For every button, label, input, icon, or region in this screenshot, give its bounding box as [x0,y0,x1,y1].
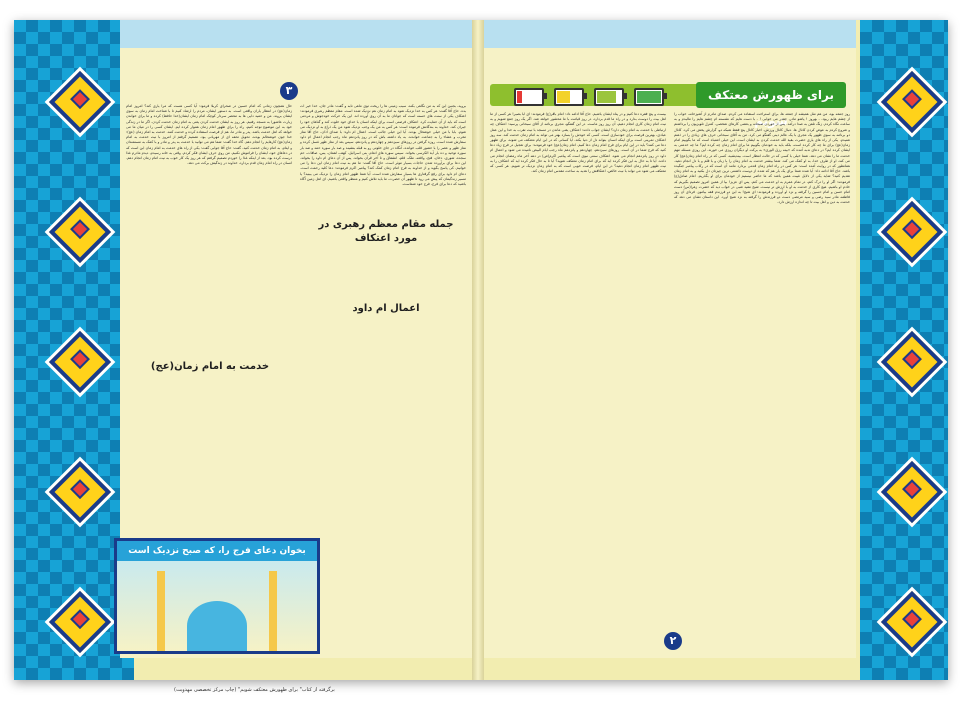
page-number-left: ۳ [280,82,298,100]
star-tile-icon [49,461,111,523]
source-footnote: برگرفته از کتاب" برای ظهورش معتکف شویم" (چاپ مرکز تخصصی مهدویت) [174,687,335,693]
magazine-spread [14,20,948,693]
mosque-dome-icon [187,601,247,651]
page-title: برای ظهورش معتکف شویم [696,82,846,108]
section-heading-umm-dawud: اعمال ام داود [316,302,456,316]
star-tile-icon [881,71,943,133]
left-top-band [120,20,472,50]
right-middle-column: بیست و پنج فقره دعا کنیم و در پناه ایشان باشیم. حاج آقا ادامه داد: امام باقر(ع) فرمودند: ای ابا بصیر! هر کسی از ما اهل بیت را دوست بدارد و در راه ما قدم بردارد، در روز قیامت با ما محشور خواهد شد. اگر یک روز جمع شویم و به نیت امام زمان کاری انجام دهیم، آن روز روز ماست. در این گفتگو، مجری برنامه از آقای سبحانی پرسید: اعتکاف چه ارتباطی با خدمت به امام زمان دارد؟ ایشان جواب دادند: اعتکاف یعنی ماندن در مسجد با نیت تقرب به خدا و این عمل عبادی، بهترین فرصت برای خودسازی است. کسی که خودش را بسازد بهتر می تواند به امام زمان خدمت کند. سه روز اعتکاف تمرینی است برای اینکه انسان بتواند دل از دنیا بکند. آیا کسانی که در این ایام معتکف می شوند، برای ظهور دعا می کنند؟ باید در این ایام برای فرج امام زمان دعا کنیم. امام زمان(عج) خود فرمودند: برای تعجیل در فرج زیاد دعا کنید که فرج شما در آن است. روزهای سیزدهم، چهاردهم و پانزدهم ماه رجب ایام البیض نامیده می شود و اعمال ام داود در روز پانزدهم انجام می شود. اعتکاف سنتی نبوی است که پیامبر اکرم(ص) در دهه آخر ماه رمضان انجام می دادند. آیا تا به حال به این فکر کرده اید که برای امام زمان معتکف شوید؟ آیا تا به حال فکر کرده اید که اعتکاف را به نیت ظهور امام زمان انجام دهید؟ در این ایام، فرصت خوبی است که به امام زمان نزدیک تر شویم. هر کسی که معتکف می شود می تواند با نیت خالص، اعتکافش را هدیه به ساحت مقدس امام زمان کند. [490,112,666,174]
star-tile-icon [49,331,111,393]
minaret-icon [269,571,277,651]
battery-icon [554,88,584,106]
left-middle-column: بروید، بجنین این که به من نگاهی بکند، سیب زمینی ها را ریخت توی ماهی تابه و گفت: مادر جان، خدا خیر ات بده. حاج آقا گفت: هر کس به خدا نزدیک شود به امام زمان هم نزدیک شده است. مقام معظم رهبری فرمودند: اعتکاف یکی از سنت های حسنه است که جوانان ما به آن روی آورده اند. این یک حرکت خودجوش و مردمی است که باید از آن حمایت کرد. اعتکاف فرصتی است برای اینکه انسان با خدای خود خلوت کند و گناهان خود را جبران کند. خداوند به بندگانش فرموده است: هر کس به من یک وجب نزدیک شود من یک ذراع به او نزدیک می شوم. بابا با من خیلی خوشحال بودند. آیا این خیلی جالب است. اعمال ام داود: با صدای آذان، حاج آقا نماز مغرب و عشاء را به جماعت خواندند. به یاد داشته باش که در روز پانزدهم ماه رجب انجام اعمال ام داود سفارش شده است. روزه گرفتن در روزهای سیزدهم و چهاردهم و پانزدهم، سپس بعد از نماز ظهر غسل کرده و نماز ظهر و عصر را با حضور قلب خوانده، آنگاه در جای خلوتی رو به قبله بنشیند و صد بار سوره حمد و صد بار سوره توحید و ده بار آیة الکرسی بخواند. سپس سوره های انعام، بنی اسرائیل، کهف، لقمان، یس، صافات، حم سجده، شوری، دخان، فتح، واقعه، ملک، قلم، انشقاق و تا آخر قرآن بخواند. پس از آن دعای ام داود را بخواند. این دعا برای برآورده شدن حاجات بسیار موثر است. حاج آقا گفت: ما هم به نیت امام زمان این دعا را می خوانیم. کی پاسخ بگوید و از خداوند به فرج امام زمان کمک کند؟ پیامبر اکرم فرمودند: دعا کلید رحمت است. دعای ام داود برای رفع گرفتاری ها بسیار سفارش شده است. آیا شما ظهور امام زمان را نزدیک می بینید؟ یا مسیر زندگیمان که پیش می رود تا ظهور آن حضرت، ما باید تلاش کنیم و منتظر واقعی باشیم. ای اهل زمین آگاه باشید که دعا برای فرج، فرج خود شماست. [300,104,466,187]
star-tile-icon [881,591,943,653]
star-tile-icon [49,71,111,133]
star-tile-icon [881,201,943,263]
left-outer-column: حال همچون زمانی که امام حسین در صحرای کربلا فرمود: آیا کسی هست که مرا یاری کند؟ امروز امام زمان(عج) در انتظار یاران واقعی است. به دستور ایشان، مردم را ارشاد کنیم تا با شناخت امام زمان به سوی ایشان بروند. من و حمید دایی ها به محضر سردار کوچک امام زمان ایشان(خدا حافظ) کرده و ما برای خواندن زیارت عاشورا به مسجد رفتیم. هر روز به ایشان خدمت کردن یعنی به امام زمان خدمت کردن. اگر ما در زندگی خود به این موضوع توجه کنیم، راه را برای ظهور امام زمان هموار کرده ایم. ایشان کسی را در میان ما می خواهد که اهل خدمت باشد. پدر و مادر ما، هم از فرصت استفاده کرده و خدمت کنند. خدمت به امام زمان (عج): خدا جون خوشحالم بودند، تحویل تحفه ای از مهربانی بود. تصمیم گرفتم از امروز با نیت خدمت به امام زمان(عج) کارهایم را انجام دهم. گاه خدا گفت: شما هم می توانید با خدمت به پدر و مادر و با کمک به مستمندان و ایتام، به امام زمان خدمت کنید. گفت: حاج آقا جوابی گفت: یکی از راه های خدمت به امام زمان این است که در دعاهای خود، ایشان را فراموش نکنیم. من روی حرف ایشان فکر کردم. وقتی به خانه رسیدم، دیدم مادرم غذا درست کرده بود. بعد از اینکه غذا را خوردم تصمیم گرفتم که هر روز یک کار خوب به نیت امام زمان انجام دهم. انسان در راه امام زمان قدم بردارد، خداوند در زندگیش برکت می دهد. [126,104,292,166]
faraj-prayer-banner [114,538,320,654]
star-tile-icon [881,331,943,393]
battery-icon [594,88,624,106]
right-outer-column: روز جمعه بود، من هم مثل همیشه از جمعه ها، برای استراحت استفاده می کردم. صدای مادرم از آشپزخانه، خواب را از چشم هایم ربود. - بهروز ! پاشو مادر، چقدر می خوابی ! - با دست هایم که نشسته ام چشم هایم را مالیدم و به ساعت نگاه کردم. زنگ تلفن به صدا درآمد. پس از خوردن صبحانه و بعضی کارهای شخصی، کنترل تلویزیون را برداشتم و شروع کردم به عوض کردن کانال ها. دنبال کانال ورزش، اخبار کانال پنج فقط شبکه دو، گزارش پخش می کرد. کانال دو برنامه به سوی ظهور پک مجری با یک عالم دینی گفتگو می کرد. من به آقای سبحانی حرف های زیادی را در ذهنم شنیدم. یکی از راه های یاری حضرت بقیة الله خدمت کردن به ایشان است. این خیلی اشتباه است که ما بگوییم امام زمان(عج) برای ما چه کار کرده است، بلکه باید به خودمان بگوییم ما برای امام زمان چه کرده ایم؟ ما چه خدمتی به ایشان کرده ایم؟ در دعای ندبه آمده که «بیته رزق الوری» به برکت او دیگران روزی می خورند. این روزی مسئله مهم خدمت ما را نشان می دهد. شما خیلی با کسی که در حالت انتظار است. بیندیشید، کسی که در راه امام زمان(عج) کار می کند، او از طرف خدا، به او کمک می کند. شما بیشتر خدمت به امام زمان را با زبان و با قلم و با دل انجام دهید. همانطور که در روایت آمده است: هر کس در راه امام زمان قدمی بردارد مانند آن است که در رکاب پیامبر جنگیده باشد. حاج آقا ادامه داد: آیا شده شما برای یک بار هم که شده از دوست داشتنی ترین چیزتان دل بکنید و به امام زمان تقدیم کنید؟ شاید یکی از دلایل غیبت همین باشد که ما حاضر نیستیم از خودمان برای او بگذریم. امام صادق(ع) فرمودند: اگر او را درک کنم، در تمام عمرم به او خدمت می کنم. پس ای عزیز! بیا از همین امروز تصمیم بگیریم که خادم او باشیم. هیچ کاری از خدمت به او با ارزش تر نیست. شیخ مفید شبی در خواب دید که حضرت زهرا(س) دست امام حسن و امام حسین را گرفته و نزد او آورده و فرمودند: ای شیخ! به این دو فرزندم فقه بیاموز. فردای آن روز فاطمه مادر سید رضی و سید مرتضی دست دو فرزندش را گرفته به نزد شیخ آورد. این داستان نشان می دهد که خدمت به دین و اهل بیت تا چه اندازه ارزش دارد. [674,112,850,205]
section-heading-leader: جمله مقام معظم رهبری در مورد اعتکاف [316,218,456,232]
page-number-right: ۲ [664,632,682,650]
battery-icon [634,88,664,106]
star-tile-icon [881,461,943,523]
page-gutter [472,20,484,680]
banner-title: بخوان دعای فرج را، که صبح نزدیک است [117,541,317,561]
battery-icon [514,88,544,106]
section-heading-service: خدمت به امام زمان(عج) [140,360,280,374]
minaret-icon [157,571,165,651]
star-tile-icon [49,201,111,263]
right-top-band [484,20,856,50]
right-page [484,48,856,658]
star-tile-icon [49,591,111,653]
right-tile-border [860,20,948,680]
